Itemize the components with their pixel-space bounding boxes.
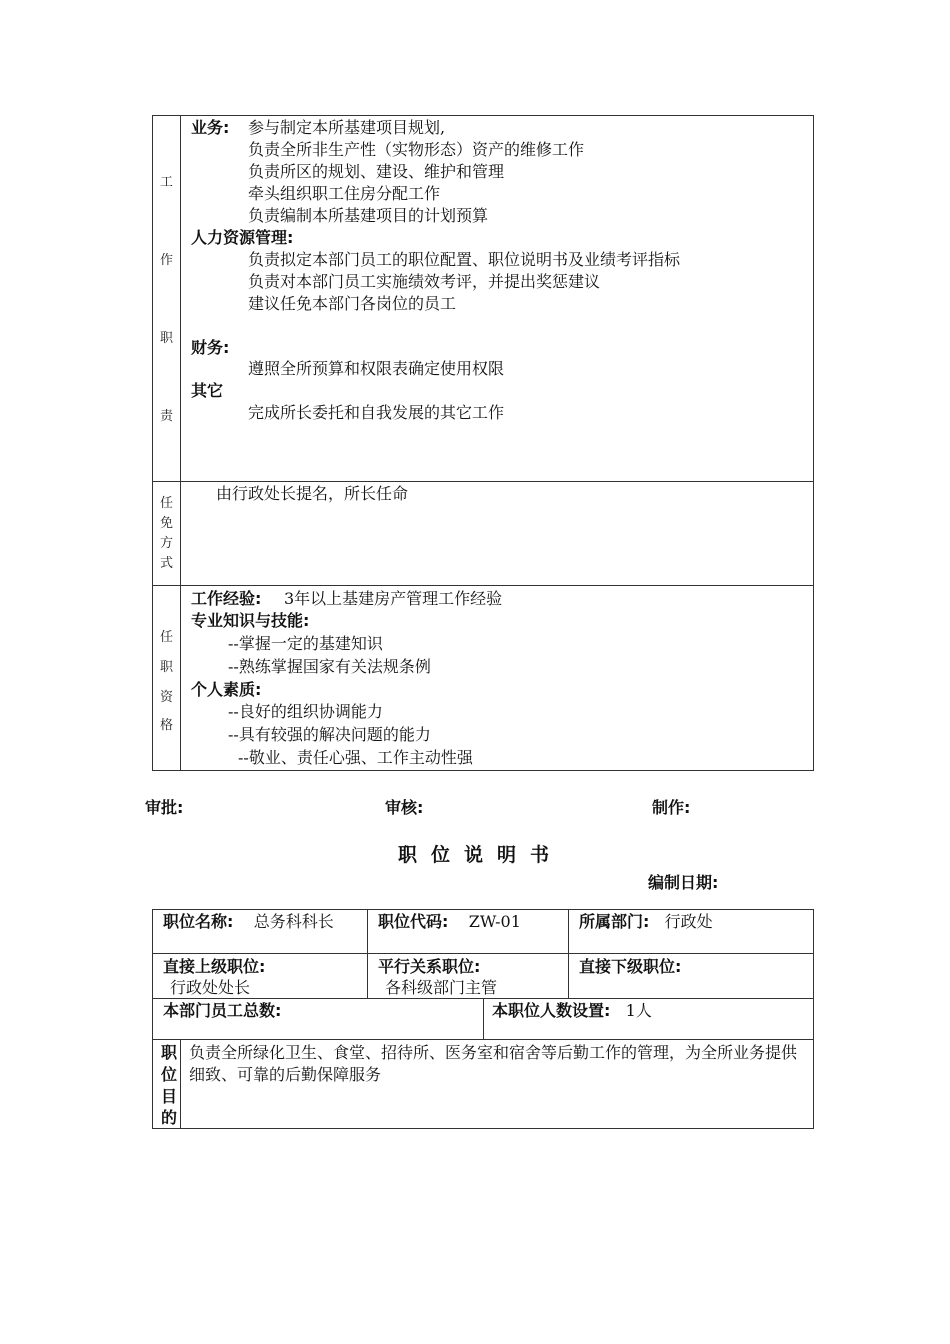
subordinate-label: 直接下级职位: (579, 957, 682, 976)
position-name-cell (163, 911, 363, 933)
finance-label: 财务: (191, 338, 230, 357)
department-value: 行政处 (664, 912, 713, 931)
appointment-text: 由行政处长提名，所长任命 (216, 484, 409, 503)
compile-date-label: 编制日期: (648, 873, 719, 892)
other-item: 完成所长委托和自我发展的其它工作 (248, 403, 505, 422)
parallel-label: 平行关系职位: (378, 957, 481, 976)
experience-text: 3年以上基建房产管理工作经验 (284, 589, 503, 608)
position-code-value: ZW-01 (468, 912, 521, 931)
dept-staff-label: 本部门员工总数: (163, 1001, 282, 1020)
other-label: 其它 (191, 381, 224, 400)
skills-item: --熟练掌握国家有关法规条例 (228, 657, 431, 676)
business-item: 参与制定本所基建项目规划, (248, 118, 446, 137)
position-code-label: 职位代码: (378, 912, 449, 931)
department-cell (579, 911, 713, 933)
experience-label: 工作经验: (191, 589, 262, 608)
doc-title: 职位说明书 (398, 844, 564, 866)
hr-item: 建议任免本部门各岗位的员工 (248, 294, 457, 313)
quality-item: --良好的组织协调能力 (228, 702, 383, 721)
headcount-cell (492, 1000, 652, 1022)
business-item: 牵头组织职工住房分配工作 (248, 184, 441, 203)
skills-item: --掌握一定的基建知识 (228, 634, 383, 653)
hr-item: 负责拟定本部门员工的职位配置、职位说明书及业绩考评指标 (248, 250, 681, 269)
position-code-cell (378, 911, 521, 933)
prepare-label: 制作: (652, 798, 691, 817)
superior-value: 行政处处长 (170, 978, 251, 997)
business-item: 负责所区的规划、建设、维护和管理 (248, 162, 505, 181)
business-label: 业务: (191, 118, 230, 137)
quality-item: --具有较强的解决问题的能力 (228, 725, 431, 744)
parallel-value: 各科级部门主管 (385, 978, 498, 997)
business-item: 负责全所非生产性（实物形态）资产的维修工作 (248, 140, 585, 159)
hr-item: 负责对本部门员工实施绩效考评，并提出奖惩建议 (248, 272, 601, 291)
headcount-label: 本职位人数设置: (492, 1001, 611, 1020)
review-label: 审核: (385, 798, 424, 817)
finance-item: 遵照全所预算和权限表确定使用权限 (248, 359, 505, 378)
department-label: 所属部门: (579, 912, 650, 931)
superior-label: 直接上级职位: (163, 957, 266, 976)
purpose-text: 负责全所绿化卫生、食堂、招待所、医务室和宿舍等后勤工作的管理，为全所业务提供细致、可靠的后勤保障服务 (189, 1043, 798, 1084)
quality-label: 个人素质: (191, 680, 262, 699)
business-item: 负责编制本所基建项目的计划预算 (248, 206, 489, 225)
headcount-value: 1人 (625, 1001, 652, 1020)
position-name-label: 职位名称: (163, 912, 234, 931)
position-name-value: 总务科科长 (253, 912, 334, 931)
quality-item: --敬业、责任心强、工作主动性强 (238, 748, 473, 767)
skills-label: 专业知识与技能: (191, 611, 310, 630)
hr-label: 人力资源管理: (191, 228, 294, 247)
approve-label: 审批: (145, 798, 184, 817)
